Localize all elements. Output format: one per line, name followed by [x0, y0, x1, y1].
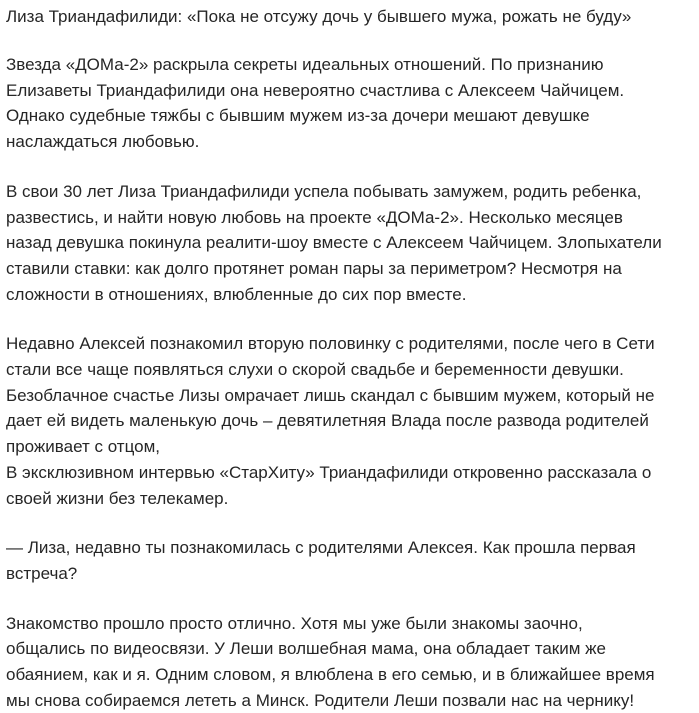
article-paragraph [6, 52, 693, 155]
paragraph-line: В свои 30 лет Лиза Триандафилиди успела побывать замужем, родить ребенка, [6, 181, 642, 201]
paragraph-line: Безоблачное счастье Лизы омрачает лишь скандал с бывшим мужем, который не [6, 385, 655, 405]
paragraph-line: ставили ставки: как долго протянет роман пары за периметром? Несмотря на [6, 258, 622, 278]
paragraph-line: Недавно Алексей познакомил вторую половинку с родителями, после чего в Сети [6, 334, 655, 354]
paragraph-line: стали все чаще появляться слухи о скорой свадьбе и беременности девушки. [6, 360, 624, 380]
paragraph-line: Знакомство прошло просто отлично. Хотя мы уже были знакомы заочно, [6, 613, 583, 633]
paragraph-line: Однако судебные тяжбы с бывшим мужем из-за дочери мешают девушке [6, 106, 590, 126]
article-headline: Лиза Триандафилиди: «Пока не отсужу дочь у бывшего мужа, рожать не буду» [6, 7, 632, 26]
paragraph-line: встреча? [6, 563, 78, 583]
article-paragraph [6, 611, 693, 713]
paragraph-line: своей жизни без телекамер. [6, 488, 229, 508]
paragraph-line: В эксклюзивном интервью «СтарХиту» Триандафилиди откровенно рассказала о [6, 462, 652, 482]
paragraph-line: Елизаветы Триандафилиди она невероятно счастлива с Алексеем Чайчицем. [6, 80, 625, 100]
paragraph-line: обаянием, как и я. Одним словом, я влюблена в его семью, и в ближайшее время [6, 665, 655, 685]
article-paragraph [6, 179, 693, 308]
paragraph-line: Звезда «ДОМа-2» раскрыла секреты идеальных отношений. По признанию [6, 55, 604, 74]
article-paragraph [6, 331, 693, 511]
paragraph-line: — Лиза, недавно ты познакомилась с родителями Алексея. Как прошла первая [6, 538, 636, 558]
article-paragraph [6, 535, 693, 586]
paragraph-line: развестись, и найти новую любовь на проекте «ДОМа-2». Несколько месяцев [6, 207, 623, 227]
paragraph-line: проживает с отцом, [6, 437, 160, 457]
paragraph-line: наслаждаться любовью. [6, 132, 200, 152]
paragraph-line: мы снова собираемся лететь а Минск. Родители Леши позвали нас на чернику! [6, 690, 635, 710]
paragraph-line: дает ей видеть маленькую дочь – девятилетняя Влада после развода родителей [6, 411, 649, 431]
paragraph-line: общались по видеосвязи. У Леши волшебная мама, она обладает таким же [6, 639, 606, 659]
paragraph-line: сложности в отношениях, влюбленные до сих пор вместе. [6, 284, 467, 304]
paragraph-line: назад девушка покинула реалити-шоу вместе с Алексеем Чайчицем. Злопыхатели [6, 233, 662, 253]
